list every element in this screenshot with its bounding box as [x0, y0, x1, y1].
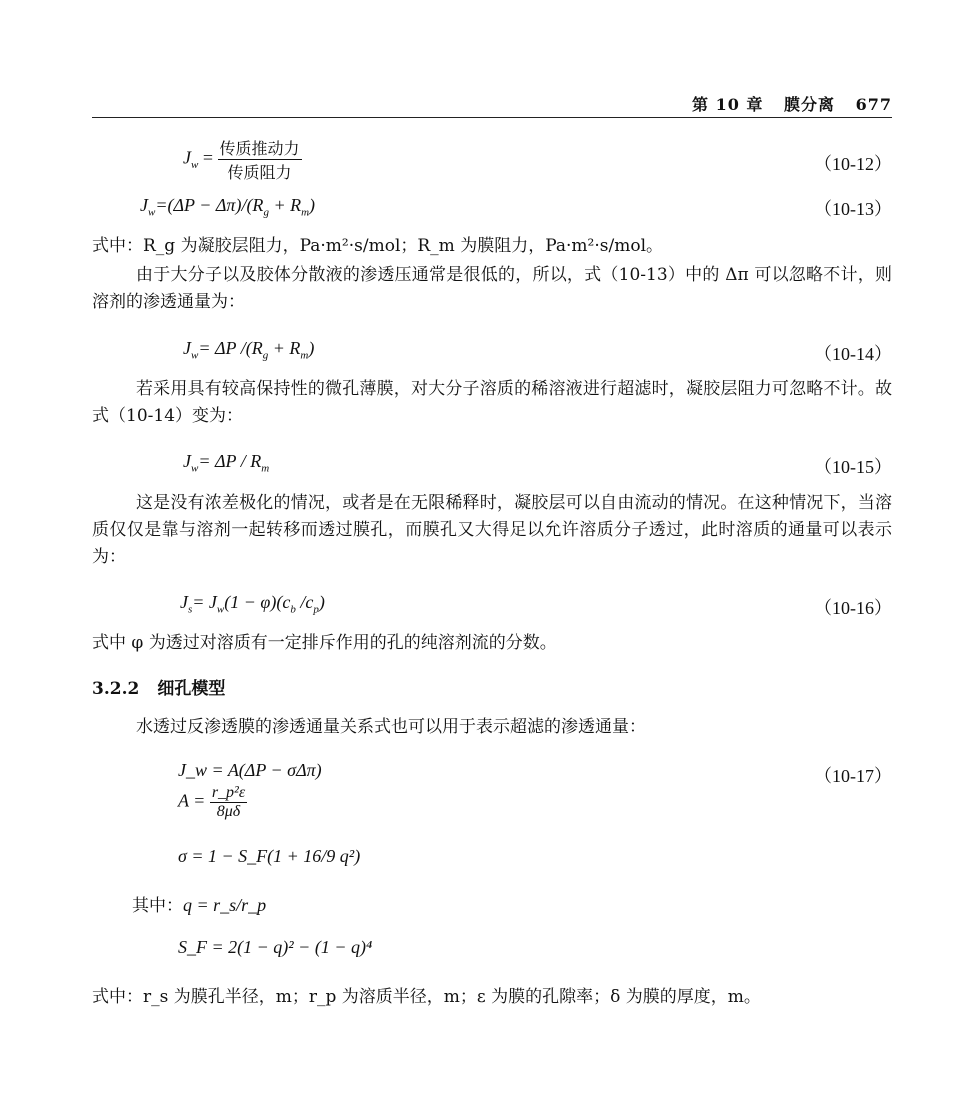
equation-10-17: J_w = A(ΔP − σΔπ): [178, 760, 322, 780]
eq-tag-10-13: （10-13）: [814, 199, 892, 219]
equation-10-15: $J_w= \Delta P / R_m$: [183, 451, 270, 475]
eq-tag-10-17: （10-17）: [814, 766, 892, 786]
paragraph-phi: 式中 φ 为透过对溶质有一定排斥作用的孔的纯溶剂流的分数。: [92, 633, 557, 653]
where-line: 其中：q = r_s/r_p: [132, 895, 267, 916]
eq-tag-10-14: （10-14）: [814, 344, 892, 364]
eq-tag-10-15: （10-15）: [814, 457, 892, 477]
equation-10-14: $J_w= \Delta P$ $/(R_g + R_m)$: [183, 338, 315, 362]
equation-10-13: $J_w=(\Delta P - \Delta\pi)/(R_g + R_m)$: [140, 195, 316, 219]
paragraph-microporous: 若采用具有较高保持性的微孔薄膜，对大分子溶质的稀溶液进行超滤时，凝胶层阻力可忽略不计。故式（10-14）变为：: [92, 379, 892, 426]
paragraph-ro-flux: 水透过反渗透膜的渗透通量关系式也可以用于表示超滤的渗透通量：: [136, 717, 646, 737]
paragraph-symbols: 式中：r_s 为膜孔半径，m；r_p 为溶质半径，m；ε 为膜的孔隙率；δ 为膜的厚度，m。: [92, 987, 761, 1007]
page-number: 677: [855, 95, 892, 114]
running-header: [678, 92, 892, 115]
chapter-title: 膜分离: [784, 95, 836, 114]
equation-10-16: $J_s= J_w(1 - \varphi)(c_b$ $/c_p$): [180, 592, 325, 616]
equation-A: A = $\frac{\text{r\_p²ε}}{8\mu\delta}$: [178, 784, 246, 820]
section-heading: 3.2.2 细孔模型: [92, 679, 226, 699]
eq-tag-10-16: （10-16）: [814, 598, 892, 618]
equation-SF: S_F = 2(1 − q)² − (1 − q)⁴: [178, 937, 373, 957]
header-rule: [92, 117, 892, 118]
equation-10-12: $J_w$ = $\frac{\text{传质推动力}}{\text{传质阻力}}$: [183, 136, 302, 183]
paragraph-rg-rm: 式中：R_g 为凝胶层阻力，Pa·m²·s/mol；R_m 为膜阻力，Pa·m²·s/mol。: [92, 236, 664, 256]
chapter-label: 第 10 章: [692, 95, 764, 114]
eq-tag-10-12: （10-12）: [814, 154, 892, 174]
paragraph-no-polarization: 这是没有浓差极化的情况，或者是在无限稀释时，凝胶层可以自由流动的情况。在这种情况下，当溶质仅仅是靠与溶剂一起转移而透过膜孔，而膜孔又大得足以允许溶质分子透过，此时溶质的通量可以表示为：: [92, 493, 892, 567]
equation-sigma: σ = 1 − S_F(1 + 16/9 q²): [178, 846, 361, 866]
paragraph-osmotic: 由于大分子以及胶体分散液的渗透压通常是很低的，所以，式（10-13）中的 Δπ 可以忽略不计，则溶剂的渗透通量为：: [92, 265, 892, 312]
